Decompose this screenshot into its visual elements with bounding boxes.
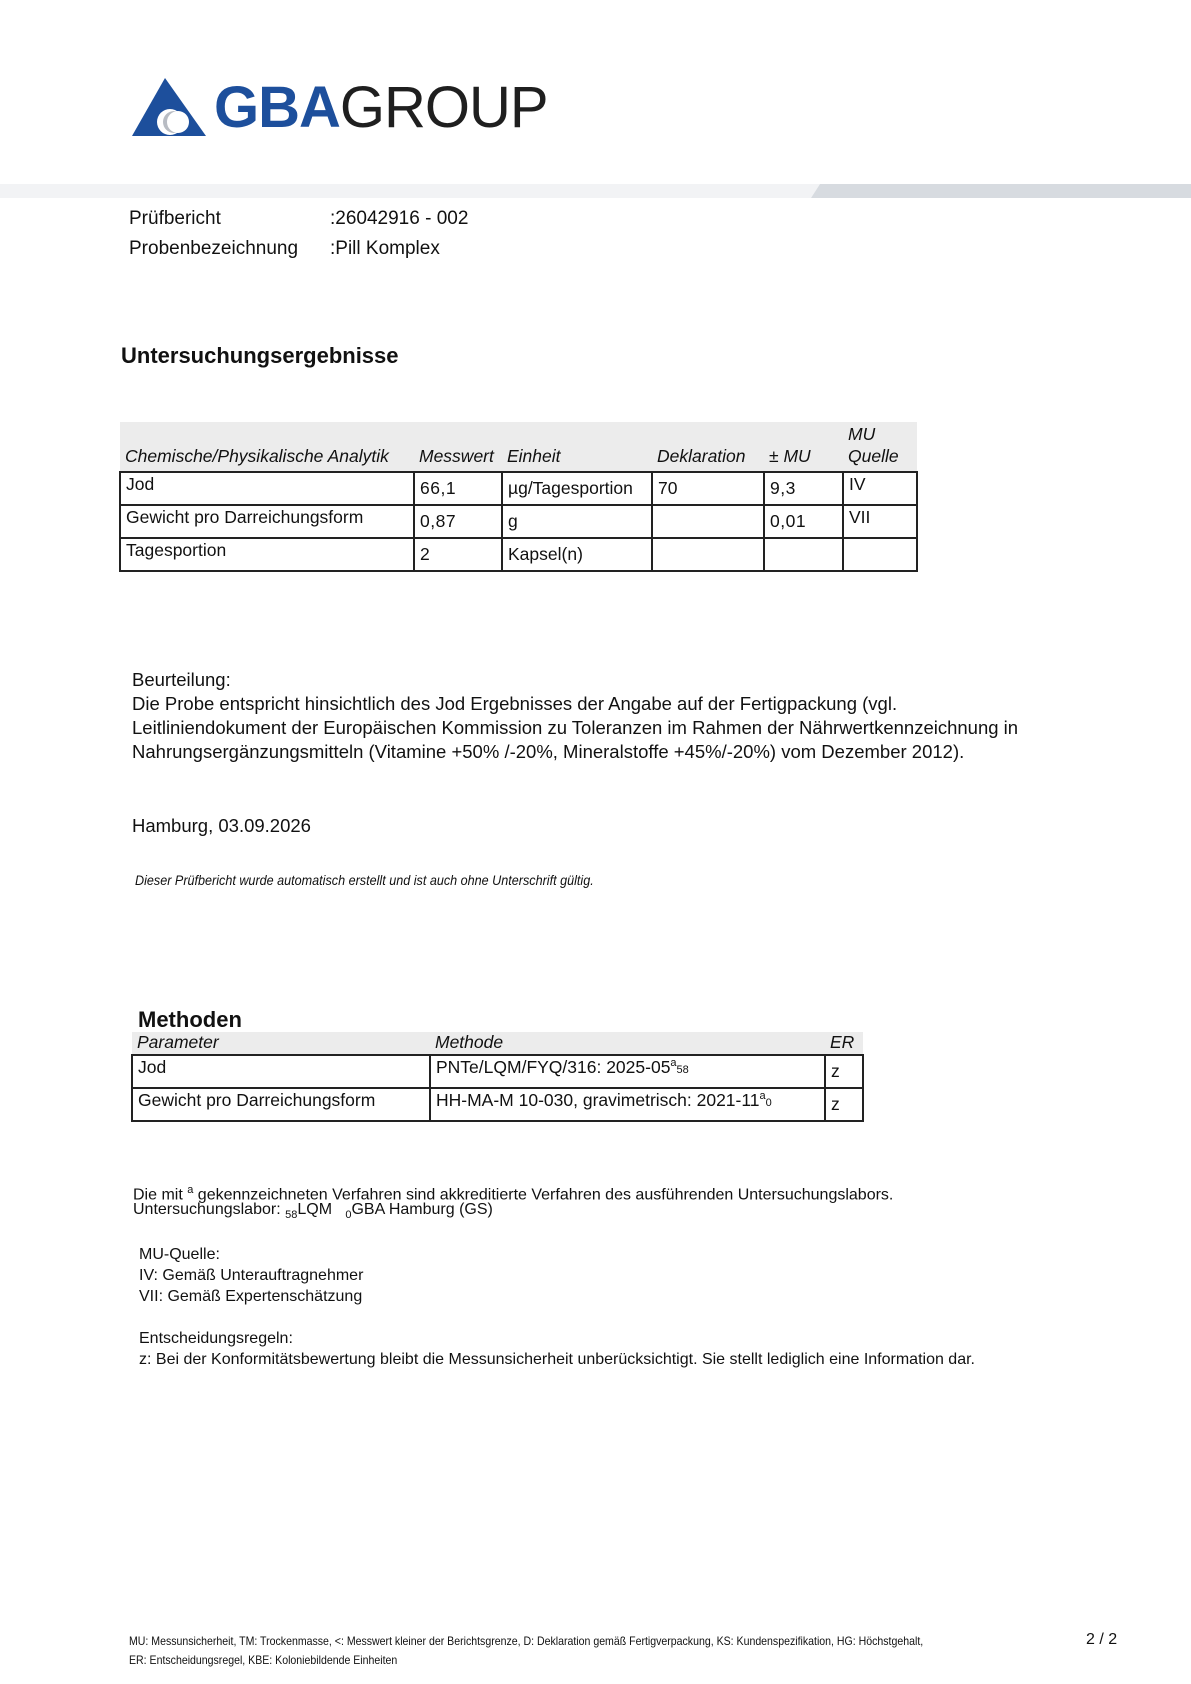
place-date: Hamburg, 03.09.2026 <box>132 815 311 836</box>
table-cell <box>652 538 764 571</box>
header-band <box>0 184 1191 198</box>
pruefbericht-value: :26042916 - 002 <box>330 208 469 229</box>
column-header: Chemische/Physikalische Analytik <box>120 422 414 472</box>
table-row <box>120 505 917 538</box>
assessment-line: Die Probe entspricht hinsichtlich des Jod Ergebnisses der Angabe auf der Fertigpackung (vgl. <box>132 693 898 714</box>
pruefbericht-label: Prüfbericht <box>129 208 221 229</box>
table-cell: VII <box>843 505 917 538</box>
table-cell: Tagesportion <box>120 538 414 571</box>
accreditation-mark: a <box>670 1057 677 1070</box>
table-header-row <box>120 422 917 472</box>
text: Die mit <box>133 1186 188 1204</box>
column-header: Parameter <box>132 1032 430 1055</box>
lab-line <box>133 1200 493 1225</box>
probe-label: Probenbezeichnung <box>129 238 299 259</box>
table-cell <box>843 538 917 571</box>
lab-name: LQM <box>297 1201 333 1218</box>
methods-title: Methoden <box>138 1007 242 1032</box>
lab-code: 0 <box>765 1097 772 1109</box>
table-cell <box>652 505 764 538</box>
method-text: PNTe/LQM/FYQ/316: 2025-05 <box>436 1057 671 1077</box>
methods-table <box>131 1032 864 1122</box>
lab-code: 58 <box>285 1209 298 1222</box>
table-header-row <box>132 1032 863 1055</box>
column-header: ER <box>825 1032 863 1055</box>
footer-legend <box>129 1632 923 1670</box>
gba-group-logo <box>132 75 572 140</box>
accreditation-mark: a <box>759 1090 766 1103</box>
assessment-line: Leitliniendokument der Europäischen Kommission zu Toleranzen im Rahmen der Nährwertkennzeichnung in <box>132 717 1019 738</box>
column-header: Deklaration <box>652 422 764 472</box>
footer-line: ER: Entscheidungsregel, KBE: Koloniebildende Einheiten <box>129 1653 398 1667</box>
table-cell <box>430 1055 825 1088</box>
table-cell <box>764 538 843 571</box>
results-title: Untersuchungsergebnisse <box>121 343 399 368</box>
table-cell: z <box>825 1088 863 1121</box>
method-text: HH-MA-M 10-030, gravimetrisch: 2021-11 <box>436 1090 760 1110</box>
text: Untersuchungslabor: <box>133 1201 286 1218</box>
table-cell: 0,01 <box>764 505 843 538</box>
table-cell: 9,3 <box>764 472 843 505</box>
lab-code: 58 <box>676 1064 689 1076</box>
mu-source-line: IV: Gemäß Unterauftragnehmer <box>139 1267 364 1284</box>
table-row <box>132 1055 863 1088</box>
gba-triangle-icon <box>132 78 206 138</box>
mu-source-heading: MU-Quelle: <box>139 1246 220 1263</box>
table-cell: g <box>502 505 652 538</box>
table-cell: 66,1 <box>414 472 502 505</box>
table-cell: Kapsel(n) <box>502 538 652 571</box>
text: gekennzeichneten Verfahren sind akkreditierte Verfahren des ausführenden Untersuchungslabors. <box>193 1186 894 1204</box>
accreditation-mark: a <box>187 1184 194 1196</box>
auto-generated-note: Dieser Prüfbericht wurde automatisch erstellt und ist auch ohne Unterschrift gültig. <box>135 872 594 888</box>
table-cell: Jod <box>132 1055 430 1088</box>
assessment-line: Nahrungsergänzungsmitteln (Vitamine +50% /-20%, Mineralstoffe +45%/-20%) vom Dezember 2012). <box>132 741 965 762</box>
lab-name: GBA Hamburg (GS) <box>351 1201 493 1218</box>
decision-rules-heading: Entscheidungsregeln: <box>139 1330 293 1347</box>
column-header: Messwert <box>414 422 502 472</box>
table-cell: IV <box>843 472 917 505</box>
table-row <box>120 472 917 505</box>
column-header: MU Quelle <box>843 422 917 472</box>
table-cell: 2 <box>414 538 502 571</box>
table-cell: Jod <box>120 472 414 505</box>
table-row <box>120 538 917 571</box>
footer-line: MU: Messunsicherheit, TM: Trockenmasse, <: Messwert kleiner der Berichtsgrenze, D: Deklaration gemäß Fertigverpackung, KS: Kundenspezifikation, HG: Höchstgehalt, <box>129 1634 924 1648</box>
column-header: ± MU <box>764 422 843 472</box>
lab-code: 0 <box>345 1209 352 1222</box>
table-cell: Gewicht pro Darreichungsform <box>132 1088 430 1121</box>
table-cell: 0,87 <box>414 505 502 538</box>
assessment-heading: Beurteilung: <box>132 669 231 690</box>
table-cell: z <box>825 1055 863 1088</box>
table-row <box>132 1088 863 1121</box>
column-header: Methode <box>430 1032 825 1055</box>
table-cell: 70 <box>652 472 764 505</box>
table-cell <box>430 1088 825 1121</box>
probe-value: :Pill Komplex <box>330 238 440 259</box>
table-cell: Gewicht pro Darreichungsform <box>120 505 414 538</box>
logo-wordmark: GBAGROUP <box>214 75 548 140</box>
page-number: 2 / 2 <box>1086 1631 1118 1648</box>
column-header: Einheit <box>502 422 652 472</box>
table-cell: µg/Tagesportion <box>502 472 652 505</box>
decision-rules-line: z: Bei der Konformitätsbewertung bleibt die Messunsicherheit unberücksichtigt. Sie stellt lediglich eine Information dar. <box>139 1351 975 1368</box>
mu-source-line: VII: Gemäß Expertenschätzung <box>139 1288 363 1305</box>
results-table <box>119 422 918 572</box>
